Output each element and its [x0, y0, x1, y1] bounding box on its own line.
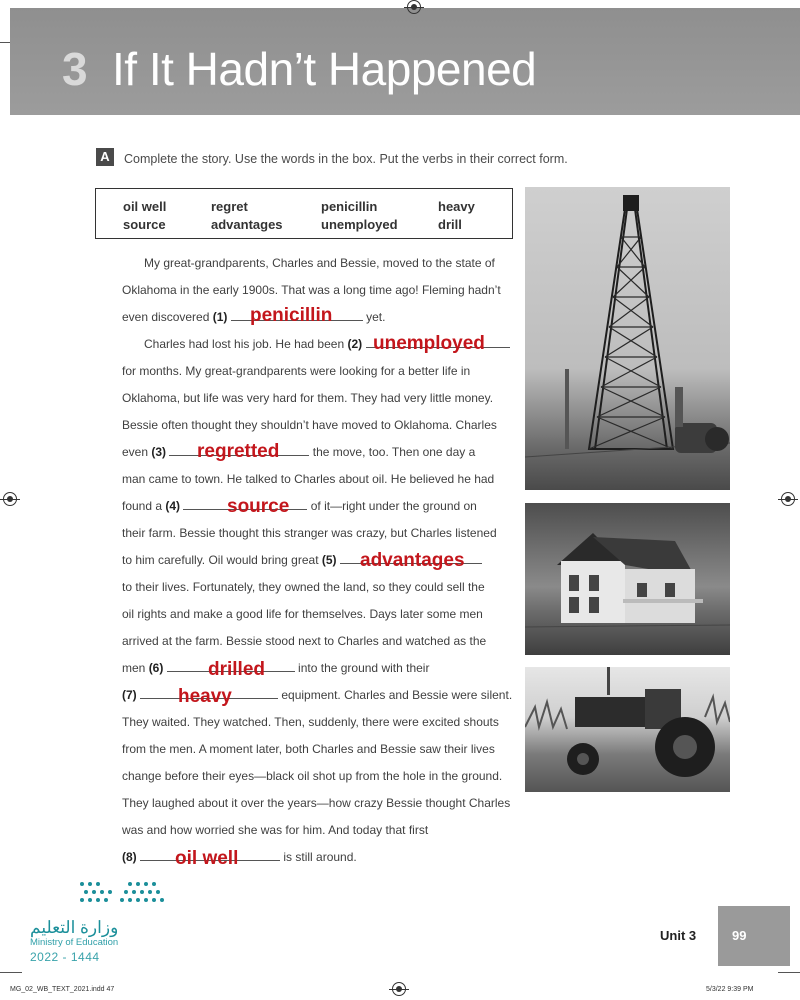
answer-3: regretted: [197, 441, 280, 462]
unit-label: Unit 3: [660, 928, 697, 943]
answer-5: advantages: [360, 550, 465, 571]
file-slug: MG_02_WB_TEXT_2021.indd 47: [10, 986, 115, 993]
blank-number: (2): [347, 337, 363, 351]
answer-6: drilled: [208, 659, 266, 680]
page-title: If It Hadn’t Happened: [112, 43, 537, 95]
blank-number: (8): [122, 850, 137, 864]
story-line: (7) equipment. Charles and Bessie were silent.: [122, 688, 513, 702]
story-line: was and how worried she was for him. And today that first: [122, 823, 429, 837]
file-slug-date: 5/3/22 9:39 PM: [706, 986, 754, 993]
unit-number: 3: [62, 43, 88, 95]
blank-number: (3): [151, 445, 167, 459]
oil-derrick-photo: [525, 187, 730, 490]
story-line: to their lives. Fortunately, they owned the land, so they could sell the: [122, 580, 485, 594]
story-line: They laughed about it over the years—how crazy Bessie thought Charles: [122, 796, 511, 810]
story-line: man came to town. He talked to Charles about oil. He believed he had: [122, 472, 495, 486]
word-box: [95, 188, 513, 239]
registration-mark-icon: [407, 0, 421, 14]
story-line: men (6) into the ground with their: [122, 661, 430, 675]
story-line: for months. My great-grandparents were looking for a better life in: [122, 364, 471, 378]
registration-mark-icon: [392, 982, 406, 996]
blank-number: (4): [165, 499, 181, 513]
tractor-photo: [525, 667, 730, 792]
page-number: 99: [732, 928, 747, 943]
exercise-instructions: Complete the story. Use the words in the box. Put the verbs in their correct form.: [124, 152, 568, 166]
tractor-icon: [525, 667, 730, 792]
ministry-logo-icon: [78, 880, 168, 908]
word-box-item: oil well: [123, 199, 167, 214]
ministry-year: 2022 - 1444: [30, 950, 100, 964]
story-line: from the men. A moment later, both Charles and Bessie saw their lives: [122, 742, 495, 756]
page-number-box: [718, 906, 790, 966]
crop-mark: [0, 42, 10, 43]
registration-mark-icon: [3, 492, 17, 506]
farmhouse-photo: [525, 503, 730, 655]
word-box-item: unemployed: [321, 217, 398, 232]
blank-number: (1): [212, 310, 228, 324]
ministry-name-english: Ministry of Education: [30, 937, 119, 948]
answer-7: heavy: [178, 686, 232, 707]
blank-number: (7): [122, 688, 137, 702]
farmhouse-icon: [525, 503, 730, 655]
answer-2: unemployed: [373, 333, 485, 354]
story-line: My great-grandparents, Charles and Bessie, moved to the state of: [144, 256, 495, 270]
story-line: arrived at the farm. Bessie stood next to Charles and watched as the: [122, 634, 487, 648]
story-line: (8) is still around.: [122, 850, 357, 864]
word-box-item: source: [123, 217, 166, 232]
blank-number: (6): [148, 661, 164, 675]
ministry-name-arabic: وزارة التعليم: [30, 918, 119, 937]
answer-4: source: [227, 496, 290, 517]
word-box-item: penicillin: [321, 199, 378, 214]
story-line: change before their eyes—black oil shot up from the hole in the ground.: [122, 769, 503, 783]
story-line: even discovered (1) yet.: [122, 310, 386, 324]
answer-1: penicillin: [250, 305, 333, 326]
story-line: They waited. They watched. Then, suddenly, there were excited shouts: [122, 715, 499, 729]
story-line: Charles had lost his job. He had been (2): [144, 337, 510, 351]
answer-8: oil well: [175, 848, 239, 869]
story-line: found a (4) of it—right under the ground on: [122, 499, 477, 513]
word-box-item: advantages: [211, 217, 283, 232]
story-line: Oklahoma, but life was very hard for them. They had very little money.: [122, 391, 494, 405]
word-box-item: regret: [211, 199, 248, 214]
story-line: Bessie often thought they shouldn’t have moved to Oklahoma. Charles: [122, 418, 497, 432]
oil-derrick-icon: [525, 187, 730, 490]
crop-mark: [0, 972, 22, 973]
story-line: even (3) the move, too. Then one day a: [122, 445, 476, 459]
registration-mark-icon: [781, 492, 795, 506]
word-box-item: heavy: [438, 199, 475, 214]
blank-number: (5): [321, 553, 337, 567]
word-box-item: drill: [438, 217, 462, 232]
exercise-letter: A: [96, 148, 114, 166]
story-line: to him carefully. Oil would bring great (5): [122, 553, 482, 567]
story-line: oil rights and make a good life for themselves. Days later some men: [122, 607, 483, 621]
story-line: their farm. Bessie thought this stranger was crazy, but Charles listened: [122, 526, 497, 540]
crop-mark: [778, 972, 800, 973]
story-line: Oklahoma in the early 1900s. That was a long time ago! Fleming hadn’t: [122, 283, 501, 297]
